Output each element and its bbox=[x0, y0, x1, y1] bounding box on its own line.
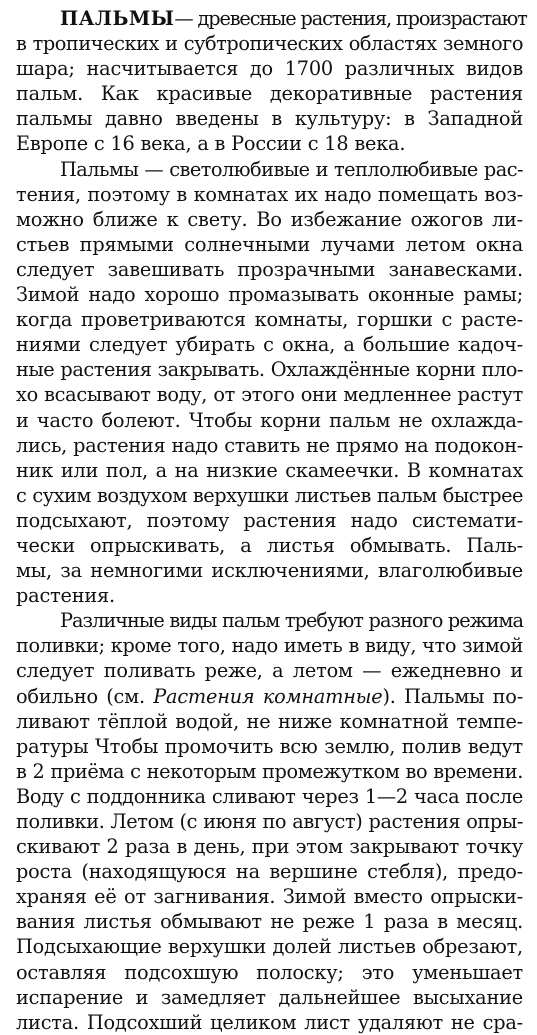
text-line: Воду с поддонника сливают через 1—2 часа после bbox=[16, 784, 523, 808]
paragraph-light bbox=[16, 157, 523, 609]
text-line: ник или пол, а на низкие скамеечки. В комнатах bbox=[16, 458, 523, 482]
text-line: пальмы давно введены в культуру: в Западной bbox=[16, 107, 523, 131]
cross-reference: Растения комнатные bbox=[153, 684, 383, 708]
text-line: с сухим воздухом верхушки листьев пальм быстрее bbox=[16, 483, 523, 507]
text-line: следует завешивать прозрачными занавесками. bbox=[16, 257, 523, 281]
text-line: храняя её от загнивания. Зимой вместо опрыски- bbox=[16, 885, 523, 909]
text-line: роста (находящуюся на вершине стебля), предо- bbox=[16, 860, 523, 884]
text-line: стьев прямыми солнечными лучами летом окна bbox=[16, 232, 523, 256]
text-line: когда проветриваются комнаты, горшки с расте- bbox=[16, 308, 523, 332]
text-line: Подсыхающие верхушки долей листьев обрезают, bbox=[16, 935, 523, 959]
text-line: оставляя подсохшую полоску; это уменьшает bbox=[16, 960, 523, 984]
text-line: поливки; кроме того, надо иметь в виду, что зимой bbox=[16, 634, 523, 658]
article-heading: ПАЛЬМЫ bbox=[60, 7, 175, 30]
text-line: обильно (см. Растения комнатные). Пальмы по- bbox=[16, 684, 524, 708]
text-line: ниями следует убирать с окна, а большие кадоч- bbox=[16, 333, 523, 357]
text-line: скивают 2 раза в день, при этом закрывают точку bbox=[16, 835, 523, 859]
text-line: можно ближе к свету. Во избежание ожогов ли- bbox=[16, 207, 523, 231]
text-line: подсыхают, поэтому растения надо системати- bbox=[16, 508, 523, 532]
text-line: Европе с 16 века, а в России с 18 века. bbox=[16, 132, 406, 156]
text-line: вания листья обмывают не реже 1 раза в месяц. bbox=[16, 910, 523, 934]
text-line: лись, растения надо ставить не прямо на подокон- bbox=[16, 433, 523, 457]
text-line: пальм. Как красивые декоративные растения bbox=[16, 82, 523, 106]
text-line: поливки. Летом (с июня по август) растения опры- bbox=[16, 810, 523, 833]
text-line: ратуры Чтобы промочить всю землю, полив ведут bbox=[16, 734, 523, 758]
text-line: ные растения закрывать. Охлаждённые корни пло- bbox=[16, 358, 523, 382]
text-line: мы, за немногими исключениями, влаголюбивые bbox=[16, 559, 523, 583]
text-line: в тропических и субтропических областях земного bbox=[16, 32, 523, 56]
text-line: ПАЛЬМЫ— древесные растения, произрастают bbox=[60, 7, 527, 30]
text-line: тения, поэтому в комнатах их надо помещать воз- bbox=[16, 182, 523, 206]
paragraph-intro bbox=[16, 6, 527, 157]
text-line: и часто болеют. Чтобы корни пальм не охлажда- bbox=[16, 408, 523, 432]
text-line: шара; насчитывается до 1700 различных видов bbox=[16, 57, 523, 81]
text-line: испарение и замедляет дальнейшее высыхание bbox=[16, 985, 523, 1009]
text-line: Пальмы — светолюбивые и теплолюбивые рас- bbox=[60, 157, 523, 181]
text-line: Различные виды пальм требуют разного режима bbox=[60, 609, 523, 633]
text-line: в 2 приёма с некоторым промежутком во времени. bbox=[16, 759, 523, 783]
text-line: листа. Подсохший целиком лист удаляют не сра- bbox=[16, 1010, 523, 1034]
text-line: растения. bbox=[16, 584, 115, 608]
paragraph-watering bbox=[16, 608, 523, 1035]
text-line: ливают тёплой водой, не ниже комнатной темпе- bbox=[16, 709, 523, 733]
text-line: Зимой надо хорошо промазывать оконные рамы; bbox=[16, 283, 523, 307]
text-line: хо всасывают воду, от этого они медленнее растут bbox=[16, 383, 523, 407]
text-line: чески опрыскивать, а листья обмывать. Паль- bbox=[16, 533, 523, 557]
text-line: следует поливать реже, а летом — ежедневно и bbox=[16, 659, 523, 683]
